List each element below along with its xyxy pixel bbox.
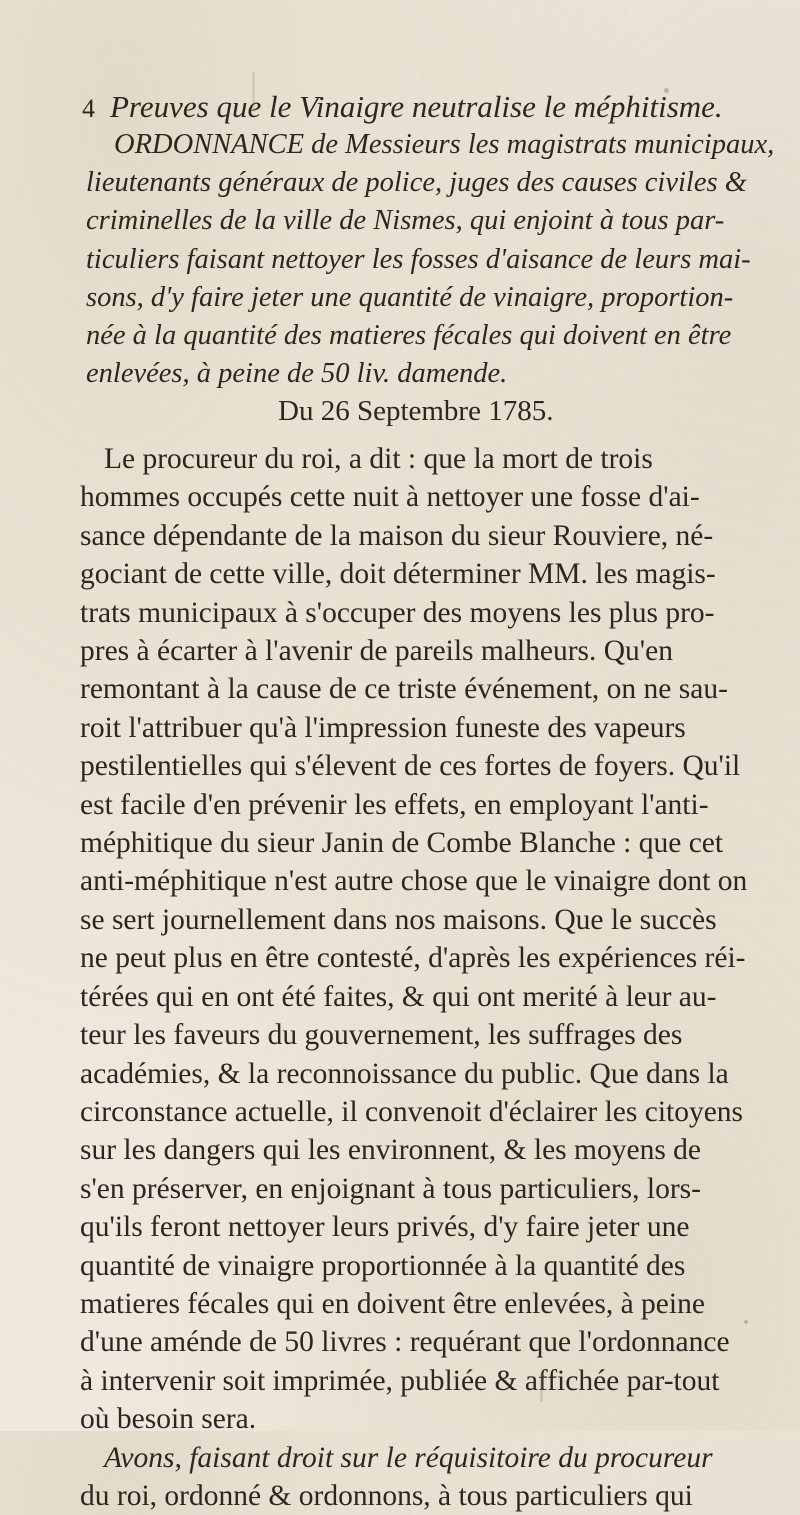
body-line: d'une aménde de 50 livres : requérant que l'ordonnance bbox=[80, 1326, 730, 1359]
body-line: teur les faveurs du gouvernement, les suffrages des bbox=[80, 1019, 683, 1052]
ordonnance-line: lieutenants généraux de police, juges des causes civiles & bbox=[86, 167, 747, 199]
body-line: qu'ils feront nettoyer leurs privés, d'y faire jeter une bbox=[80, 1211, 690, 1244]
body-line: remontant à la cause de ce triste événement, on ne sau- bbox=[80, 673, 728, 706]
paper-speck bbox=[664, 88, 669, 93]
heading-text: Preuves que le Vinaigre neutralise le méphitisme. bbox=[110, 89, 723, 124]
body-line: est facile d'en prévenir les effets, en employant l'anti- bbox=[80, 788, 709, 821]
body-line: Avons, faisant droit sur le réquisitoire du procureur bbox=[104, 1441, 713, 1474]
document-date: Du 26 Septembre 1785. bbox=[278, 395, 554, 427]
body-line: trats municipaux à s'occuper des moyens les plus pro- bbox=[80, 596, 715, 629]
ordonnance-title bbox=[86, 126, 776, 393]
paragraph-mark: 4 bbox=[82, 94, 95, 123]
body-line: du roi, ordonné & ordonnons, à tous particuliers qui bbox=[80, 1479, 693, 1512]
paper-stain bbox=[252, 72, 255, 112]
body-line: ne peut plus en être contesté, d'après les expériences réi- bbox=[80, 942, 746, 975]
body-line: quantité de vinaigre proportionnée à la quantité des bbox=[80, 1249, 686, 1282]
body-line: se sert journellement dans nos maisons. Que le succès bbox=[80, 903, 717, 936]
body-line: pestilentielles qui s'élevent de ces fortes de foyers. Qu'il bbox=[80, 750, 741, 783]
ordonnance-line: criminelles de la ville de Nismes, qui enjoint à tous par- bbox=[86, 205, 725, 237]
paper-speck bbox=[744, 1320, 748, 1324]
body-line: roit l'attribuer qu'à l'impression funeste des vapeurs bbox=[80, 711, 686, 744]
body-line: gociant de cette ville, doit déterminer MM. les magis- bbox=[80, 558, 716, 591]
ordonnance-line: enlevées, à peine de 50 liv. damende. bbox=[86, 358, 508, 390]
body-line: à intervenir soit imprimée, publiée & affichée par-tout bbox=[80, 1364, 720, 1397]
body-line: Le procureur du roi, a dit : que la mort de trois bbox=[104, 443, 653, 475]
body-line: hommes occupés cette nuit à nettoyer une fosse d'ai- bbox=[80, 481, 700, 514]
body-line: matieres fécales qui en doivent être enlevées, à peine bbox=[80, 1287, 705, 1320]
body-line: térées qui en ont été faites, & qui ont merité à leur au- bbox=[80, 980, 717, 1013]
body-line: où besoin sera. bbox=[80, 1403, 257, 1436]
ordonnance-line: sons, d'y faire jeter une quantité de vinaigre, proportion- bbox=[86, 281, 734, 313]
body-line: pres à écarter à l'avenir de pareils malheurs. Qu'en bbox=[80, 635, 673, 668]
paper-stain bbox=[540, 1372, 543, 1402]
section-heading bbox=[82, 88, 782, 128]
body-line: anti-méphitique n'est autre chose que le vinaigre dont on bbox=[80, 865, 748, 898]
body-line: méphitique du sieur Janin de Combe Blanche : que cet bbox=[80, 827, 724, 860]
body-line: sance dépendante de la maison du sieur Rouviere, né- bbox=[80, 519, 714, 552]
ordonnance-line: ORDONNANCE de Messieurs les magistrats municipaux, bbox=[114, 129, 775, 160]
body-line: s'en préserver, en enjoignant à tous particuliers, lors- bbox=[80, 1172, 701, 1205]
body-line: sur les dangers qui les environnent, & les moyens de bbox=[80, 1134, 702, 1167]
body-line: circonstance actuelle, il convenoit d'éclairer les citoyens bbox=[80, 1095, 744, 1128]
ordonnance-line: née à la quantité des matieres fécales qui doivent en être bbox=[86, 320, 732, 352]
ordonnance-line: ticuliers faisant nettoyer les fosses d'aisance de leurs mai- bbox=[86, 243, 751, 275]
body-text bbox=[80, 440, 780, 1515]
body-line: académies, & la reconnoissance du public. Que dans la bbox=[80, 1057, 729, 1090]
